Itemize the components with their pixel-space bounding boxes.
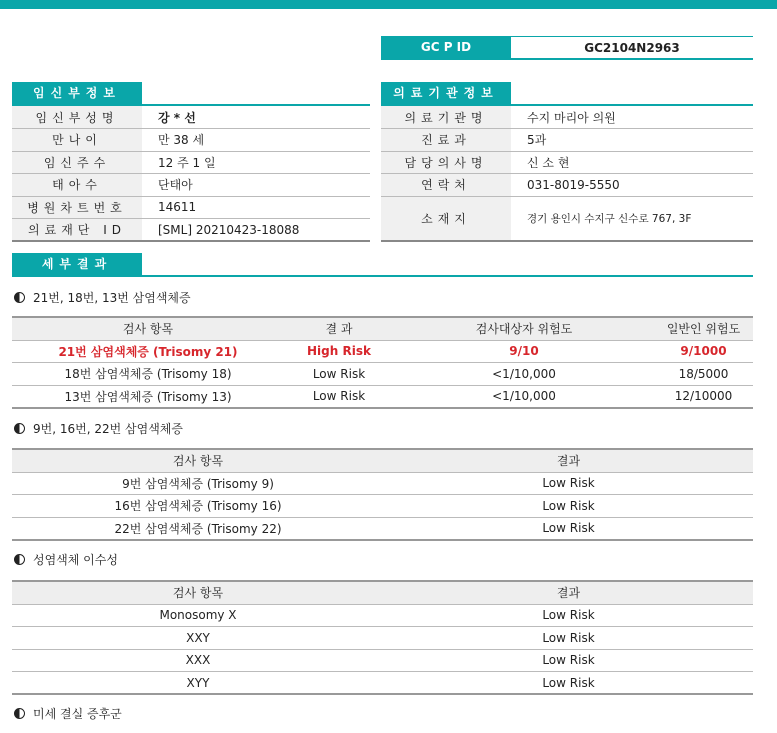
info-row: [12, 151, 370, 174]
gcp-id-value: GC2104N2963: [511, 36, 753, 58]
info-value: 12 주 1 일: [142, 151, 370, 174]
table-header-row: [12, 581, 753, 604]
table-row: [12, 627, 753, 650]
info-row: [381, 174, 753, 197]
test-item: 22번 삼염색체증 (Trisomy 22): [12, 517, 384, 540]
table-row: [12, 340, 753, 363]
subject-risk: <1/10,000: [394, 363, 654, 386]
info-key: 소재지: [381, 196, 511, 241]
general-risk: 9/1000: [654, 340, 753, 363]
info-row: [12, 219, 370, 242]
test-item: 16번 삼염색체증 (Trisomy 16): [12, 495, 384, 518]
test-item: XYY: [12, 672, 384, 695]
section-title: [14, 705, 122, 722]
top-accent-bar: [0, 0, 777, 9]
info-key: 진료과: [381, 129, 511, 152]
section-title-text: 21번, 18번, 13번 삼염색체증: [33, 291, 191, 305]
patient-info-header: [12, 82, 370, 106]
gcp-id-box: [381, 36, 753, 60]
column-header: 결과: [384, 449, 753, 472]
section-title-text: 성염색체 이수성: [33, 553, 118, 567]
column-header: 결과: [384, 581, 753, 604]
result: Low Risk: [284, 363, 394, 386]
subject-risk: 9/10: [394, 340, 654, 363]
test-item: 21번 삼염색체증 (Trisomy 21): [12, 340, 284, 363]
result: Low Risk: [384, 495, 753, 518]
general-risk: 12/10000: [654, 385, 753, 408]
info-value: 031-8019-5550: [511, 174, 753, 197]
test-item: Monosomy X: [12, 604, 384, 627]
table-header-row: [12, 317, 753, 340]
results-table-trisomy-9-16-22: [12, 448, 753, 541]
detail-results-header: [12, 253, 753, 277]
column-header: 검사대상자 위험도: [394, 317, 654, 340]
table-row: [12, 517, 753, 540]
section-title: [14, 420, 183, 437]
result: Low Risk: [284, 385, 394, 408]
result: Low Risk: [384, 672, 753, 695]
column-header: 검사 항목: [12, 581, 384, 604]
section-title-text: 9번, 16번, 22번 삼염색체증: [33, 422, 183, 436]
results-table-sex-chromosome: [12, 580, 753, 695]
patient-info-table: [12, 106, 370, 242]
info-key: 임신주수: [12, 151, 142, 174]
info-value: 단태아: [142, 174, 370, 197]
table-row: [12, 472, 753, 495]
result: Low Risk: [384, 472, 753, 495]
column-header: 검사 항목: [12, 317, 284, 340]
info-value: [SML] 20210423-18088: [142, 219, 370, 242]
general-risk: 18/5000: [654, 363, 753, 386]
test-item: XXY: [12, 627, 384, 650]
section-title: [14, 289, 191, 306]
info-row: [12, 106, 370, 129]
table-row: [12, 363, 753, 386]
half-circle-icon: [14, 708, 25, 719]
test-item: 9번 삼염색체증 (Trisomy 9): [12, 472, 384, 495]
info-key: 병원차트번호: [12, 196, 142, 219]
info-key: 담당의사명: [381, 151, 511, 174]
result: Low Risk: [384, 627, 753, 650]
institution-info-header: [381, 82, 753, 106]
result: Low Risk: [384, 649, 753, 672]
patient-name: 강 * 선: [142, 106, 370, 129]
result: High Risk: [284, 340, 394, 363]
column-header: 검사 항목: [12, 449, 384, 472]
info-row: [12, 196, 370, 219]
info-key: 태아수: [12, 174, 142, 197]
info-row: [12, 174, 370, 197]
info-value: 신 소 현: [511, 151, 753, 174]
test-item: 18번 삼염색체증 (Trisomy 18): [12, 363, 284, 386]
table-row: [12, 385, 753, 408]
info-row: [381, 196, 753, 241]
info-value: 5과: [511, 129, 753, 152]
half-circle-icon: [14, 292, 25, 303]
table-row: [12, 649, 753, 672]
patient-info-title: 임신부정보: [12, 82, 142, 104]
result: Low Risk: [384, 604, 753, 627]
table-row: [12, 495, 753, 518]
info-key: 의료재단 ID: [12, 219, 142, 242]
info-key: 의료기관명: [381, 106, 511, 129]
info-value: 만 38 세: [142, 129, 370, 152]
institution-info-title: 의료기관정보: [381, 82, 511, 104]
table-row: [12, 672, 753, 695]
info-row: [12, 129, 370, 152]
section-title: [14, 551, 118, 568]
info-key: 임신부성명: [12, 106, 142, 129]
half-circle-icon: [14, 554, 25, 565]
test-item: 13번 삼염색체증 (Trisomy 13): [12, 385, 284, 408]
test-item: XXX: [12, 649, 384, 672]
column-header: 일반인 위험도: [654, 317, 753, 340]
detail-results-title: 세부결과: [12, 253, 142, 275]
info-value: 수지 마리아 의원: [511, 106, 753, 129]
table-row: [12, 604, 753, 627]
info-value: 경기 용인시 수지구 신수로 767, 3F: [511, 196, 753, 241]
section-title-text: 미세 결실 증후군: [33, 707, 122, 721]
column-header: 결 과: [284, 317, 394, 340]
info-value: 14611: [142, 196, 370, 219]
info-row: [381, 151, 753, 174]
result: Low Risk: [384, 517, 753, 540]
info-key: 만나이: [12, 129, 142, 152]
gcp-id-label: GC P ID: [381, 36, 511, 58]
info-row: [381, 129, 753, 152]
table-header-row: [12, 449, 753, 472]
info-row: [381, 106, 753, 129]
institution-info-table: [381, 106, 753, 242]
subject-risk: <1/10,000: [394, 385, 654, 408]
info-key: 연락처: [381, 174, 511, 197]
half-circle-icon: [14, 423, 25, 434]
results-table-trisomy-21-18-13: [12, 316, 753, 409]
